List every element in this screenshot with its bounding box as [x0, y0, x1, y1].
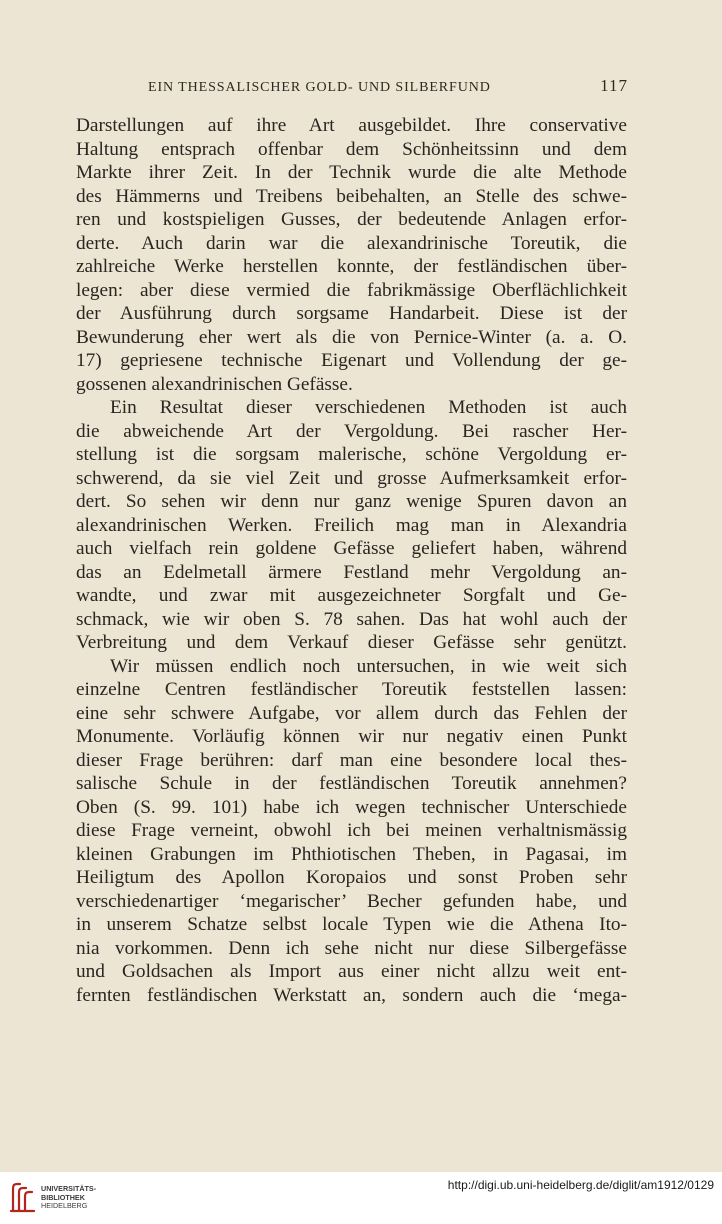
text-line: Heiligtum des Apollon Koropaios und sonst Proben sehr — [76, 867, 627, 888]
text-line: kleinen Grabungen im Phthiotischen Theben, in Pagasai, im — [76, 843, 627, 865]
library-logo-icon — [8, 1180, 38, 1214]
text-line: schmack, wie wir oben S. 78 sahen. Das hat wohl auch der — [76, 608, 627, 630]
source-url-link[interactable]: http://digi.ub.uni-heidelberg.de/diglit/am1912/0129 — [447, 1178, 714, 1192]
library-name: UNIVERSITÄTS- BIBLIOTHEK HEIDELBERG — [41, 1184, 97, 1210]
text-line: alexandrinischen Werken. Freilich mag man in Alexandria — [76, 514, 627, 536]
text-line: dieser Frage berühren: darf man eine besondere local thes- — [76, 749, 627, 771]
running-head-title: EIN THESSALISCHER GOLD- UND SILBERFUND — [148, 80, 491, 95]
text-line: Bewunderung eher wert als die von Pernice-Winter (a. a. O. — [76, 326, 627, 348]
text-line: salische Schule in der festländischen Toreutik annehmen? — [76, 773, 627, 794]
text-line: auch vielfach rein goldene Gefässe geliefert haben, während — [76, 538, 627, 559]
text-line: fernten festländischen Werkstatt an, sondern auch die ‘mega- — [76, 984, 627, 1006]
text-line: in unserem Schatze selbst locale Typen wie die Athena Ito- — [76, 914, 627, 935]
text-line: Ein Resultat dieser verschiedenen Methoden ist auch — [110, 397, 627, 418]
digitization-footer — [0, 1172, 722, 1224]
text-line: einzelne Centren festländischer Toreutik feststellen lassen: — [76, 679, 627, 700]
running-head — [148, 76, 628, 96]
text-line: und Goldsachen als Import aus einer nicht allzu weit ent- — [76, 961, 627, 982]
text-line: verschiedenartiger ‘megarischer’ Becher gefunden habe, und — [76, 890, 627, 912]
text-line: Haltung entsprach offenbar dem Schönheitssinn und dem — [76, 138, 627, 160]
text-line: gossenen alexandrinischen Gefässe. — [76, 373, 353, 395]
text-line: zahlreiche Werke herstellen konnte, der festländischen über- — [76, 256, 627, 277]
text-line: stellung ist die sorgsam malerische, schöne Vergoldung er- — [76, 444, 627, 465]
text-line: Wir müssen endlich noch untersuchen, in wie weit sich — [110, 655, 627, 677]
text-line: Verbreitung und dem Verkauf dieser Gefässe sehr genützt. — [76, 632, 627, 653]
text-line: nia vorkommen. Denn ich sehe nicht nur diese Silbergefässe — [76, 937, 627, 959]
text-line: das an Edelmetall ärmere Festland mehr Vergoldung an- — [76, 561, 627, 583]
text-line: Markte ihrer Zeit. In der Technik wurde die alte Methode — [76, 162, 627, 183]
body-text — [76, 114, 627, 1007]
text-line: Monumente. Vorläufig können wir nur negativ einen Punkt — [76, 726, 627, 747]
text-line: legen: aber diese vermied die fabrikmässige Oberflächlichkeit — [76, 279, 627, 301]
text-line: eine sehr schwere Aufgabe, vor allem durch das Fehlen der — [76, 702, 627, 724]
text-line: wandte, und zwar mit ausgezeichneter Sorgfalt und Ge- — [76, 585, 627, 606]
text-line: der Ausführung durch sorgsame Handarbeit. Diese ist der — [76, 303, 627, 324]
page-number: 117 — [600, 76, 628, 95]
text-line: die abweichende Art der Vergoldung. Bei rascher Her- — [76, 420, 627, 442]
text-line: ren und kostspieligen Gusses, der bedeutende Anlagen erfor- — [76, 209, 627, 230]
text-line: derte. Auch darin war die alexandrinische Toreutik, die — [76, 232, 627, 254]
text-line: 17) gepriesene technische Eigenart und Vollendung der ge- — [76, 350, 627, 371]
text-line: Oben (S. 99. 101) habe ich wegen technischer Unterschiede — [76, 796, 627, 818]
text-line: schwerend, da sie viel Zeit und grosse Aufmerksamkeit erfor- — [76, 467, 627, 489]
text-line: Darstellungen auf ihre Art ausgebildet. Ihre conservative — [76, 115, 627, 136]
text-line: des Hämmerns und Treibens beibehalten, an Stelle des schwe- — [76, 185, 627, 207]
text-line: dert. So sehen wir denn nur ganz wenige Spuren davon an — [76, 491, 627, 512]
text-line: diese Frage verneint, obwohl ich bei meinen verhaltnismässig — [76, 820, 627, 841]
